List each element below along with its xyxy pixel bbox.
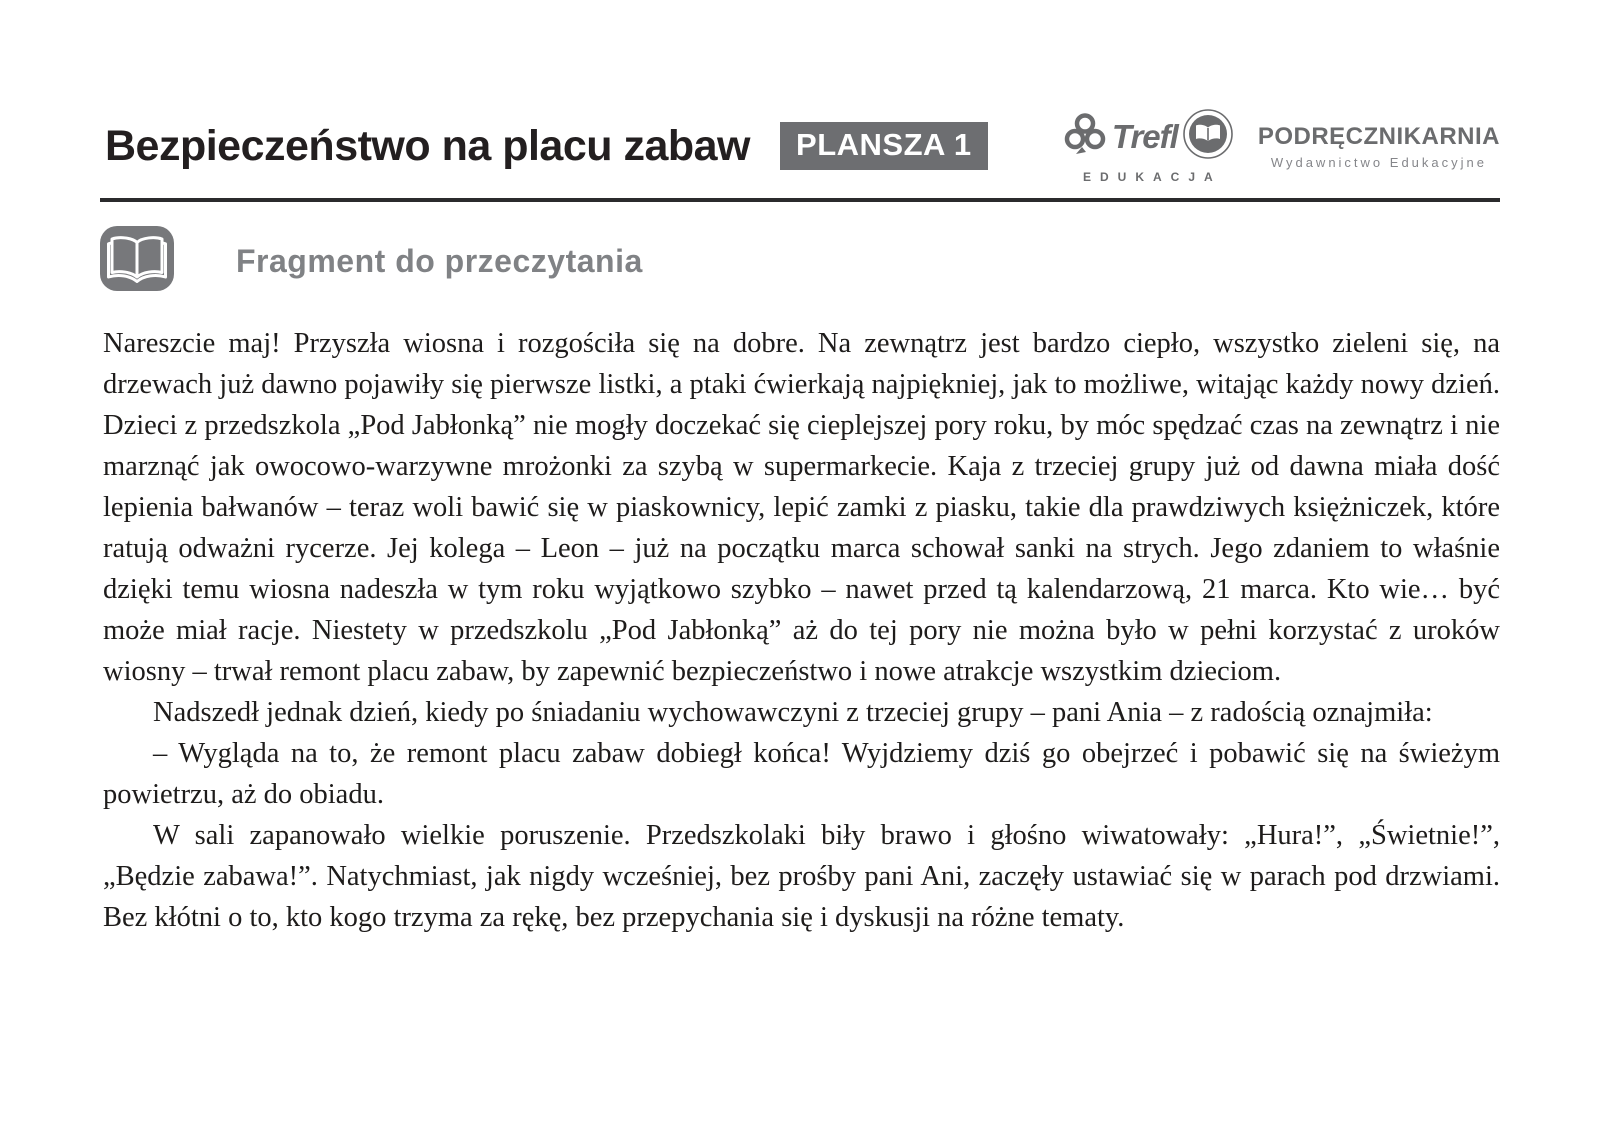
paragraph-1: Nareszcie maj! Przyszła wiosna i rozgościła się na dobre. Na zewnątrz jest bardzo ciepło, wszystko zieleni się, na drzewach już dawno pojawiły się pierwsze listki, a ptaki ćwierkają najpiękniej, jak to możliwe, witając każdy nowy dzień. Dzieci z przedszkola „Pod Jabłonką” nie mogły doczekać się cieplejszej pory roku, by móc spędzać czas na zewnątrz i nie marznąć jak owocowo-warzywne mrożonki za szybą w supermarkecie. Kaja z trzeciej grupy już od dawna miała dość lepienia bałwanów – teraz woli bawić się w piaskownicy, lepić zamki z piasku, takie dla prawdziwych księżniczek, które ratują odważni rycerze. Jej kolega – Leon – już na początku marca schował sanki na strych. Jego zdaniem to właśnie dzięki temu wiosna nadeszła w tym roku wyjątkowo szybko – nawet przed tą kalendarzową, 21 marca. Kto wie… być może miał racje. Niestety w przedszkolu „Pod Jabłonką” aż do tej pory nie można było w pełni korzystać z uroków wiosny – trwał remont placu zabaw, by zapewnić bezpieczeństwo i nowe atrakcje wszystkim dzieciom.	[103, 328, 1500, 687]
publisher-subtitle: Wydawnictwo Edukacyjne	[1270, 154, 1487, 170]
reading-text	[103, 323, 1500, 938]
header-divider	[100, 198, 1500, 202]
section-header	[100, 226, 1500, 296]
plansza-badge: PLANSZA 1	[780, 122, 988, 170]
paragraph-3: – Wygląda na to, że remont placu zabaw dobiegł końca! Wyjdziemy dziś go obejrzeć i pobawić się na świeżym powietrzu, aż do obiadu.	[103, 738, 1500, 810]
brand-area	[1062, 108, 1500, 184]
podrecznikarnia-logo	[1258, 123, 1500, 170]
open-book-icon	[100, 226, 174, 296]
section-heading: Fragment do przeczytania	[236, 242, 643, 279]
page-title: Bezpieczeństwo na placu zabaw	[105, 121, 751, 170]
open-book-circle-icon	[1182, 108, 1234, 165]
publisher-wordmark: PODRĘCZNIKARNIA	[1257, 122, 1500, 150]
trefl-edukacja-label: EDUKACJA	[1083, 170, 1222, 184]
page-header	[105, 112, 1500, 184]
paragraph-2: Nadszedł jednak dzień, kiedy po śniadaniu wychowawczyni z trzeciej grupy – pani Ania – z radością oznajmiła:	[153, 697, 1433, 728]
trefl-wordmark: Trefl	[1111, 117, 1178, 155]
trefl-logo-row	[1062, 108, 1234, 165]
clover-icon	[1062, 111, 1108, 162]
trefl-edukacja-logo	[1062, 108, 1234, 184]
paragraph-4: W sali zapanowało wielkie poruszenie. Przedszkolaki biły brawo i głośno wiwatowały: „Hura!”, „Świetnie!”, „Będzie zabawa!”. Natychmiast, jak nigdy wcześniej, bez prośby pani Ani, zaczęły ustawiać się w parach pod drzwiami. Bez kłótni o to, kto kogo trzyma za rękę, bez przepychania się i dyskusji na różne tematy.	[103, 820, 1500, 933]
